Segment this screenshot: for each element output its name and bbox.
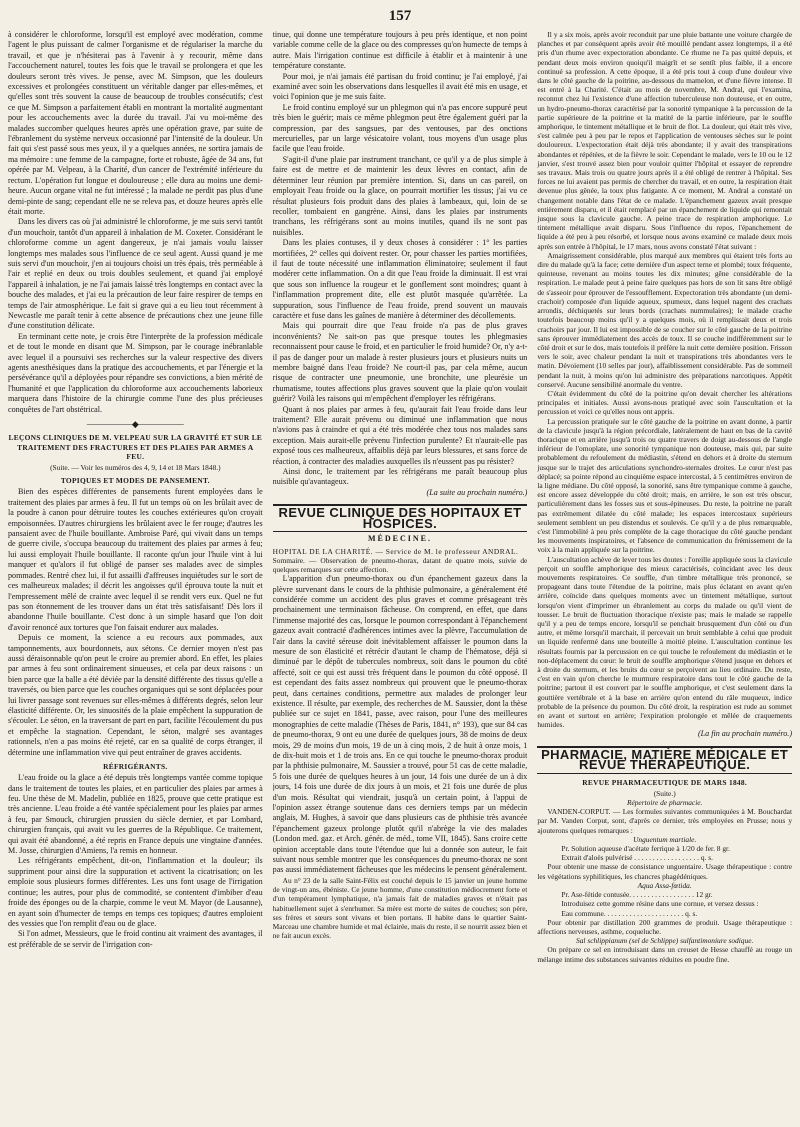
paragraph: L'apparition d'un pneumo-thorax ou d'un épanchement gazeux dans la plèvre survenant dans le cours de la phthisie pulmonaire, a généralement été considérée comme un accident des plus graves et comme présageant très prochainement une terminaison fâcheuse. On comprend, en effet, que dans l'immense majorité des cas, lorsque le poumon correspondant à l'épanchement gazeux avait contracté d'adhérences intimes avec la plèvre, l'accumulation de l'air dans la cavité séreuse doit inévitablement affaisser le poumon dans la mesure de son élasticité et rétrécir d'autant le champ de l'hématose, déjà si diminué par le dépôt de tubercules nombreux, soit dans le poumon du côté affecté, soit ce qui est aussi très fréquent dans le poumon du côté opposé. Il est cependant des faits assez nombreux qui prouvent que le pneumo-thorax peut, dans certaines conditions, permettre aux malades de prolonger leur existence. Il résulte, par exemple, des recherches de M. Saussier, dont la thèse publiée sur ce sujet en 1841, passe, avec raison, pour l'une des meilleures monographies de cette maladie (Thèses de Paris, 1841, n° 193), que sur 84 cas de pneumo-thorax, 9 ont eu une durée de quelques jours, 38 de moins de deux mois, 29 de moins d'un mois, 19 de un à cinq mois, 2 de huit à onze mois, 1 de dix-huit mois et 1 de trois ans. En ce qui touche le pneumo-thorax produit par la phthisie pulmonaire, M. Saussier a trouvé, pour 51 cas de cette maladie, 5 fois une durée de quelques heures à un jour, 14 fois une durée de un à dix jours, 14 fois une durée de dix jours à un mois, et 21 fois une durée de plus d'un mois. Résultat qui viendrait, jusqu'à un certain point, à l'appui de l'opinion assez étrange soutenue dans ces derniers temps par un médecin anglais, M. Hughes, à savoir que dans plusieurs cas de phthisie très avancée l'épanchement gazeux prolonge plutôt qu'il n'abrège la vie des malades (London med. gaz. et Arch. génér. de méd., tome VII, 1845). Sans croire cette opinion acceptable dans toute l'étendue que lui a donnée son auteur, le fait suivant nous semble montrer que les conséquences du pneumo-thorax ne sont pas aussi immédiatement fâcheuses que les médecins le pensent généralement. — [272, 574, 528, 875]
repertoire-heading: Répertoire de pharmacie. — [626, 798, 703, 808]
paragraph: On prépare ce sel en introduisant dans un creuset de Hesse chauffé au rouge un mélange intime des substances suivantes réduites en poudre fine. — [537, 945, 793, 964]
paragraph: Les réfrigérants empêchent, dit-on, l'inflammation et la douleur; ils suppriment pour ainsi dire la suppuration et activent la cicatrisation; on les emploie sous plusieurs formes différentes. Les uns font usage de l'irrigation continue; les autres, pour plus de commodité, se contentent d'imbiber d'eau froide des éponges ou de la charpie, comme le veut M. Mayor (de Lausanne), en ayant soin d'humecter de temps en temps ces topiques; d'autres emploient des vessies que l'on remplit d'eau ou de glace. — [8, 856, 263, 928]
lecture-suite: (Suite. — Voir les numéros des 4, 9, 14 et 18 Mars 1848.) — [50, 463, 221, 473]
paragraph: Amaigrissement considérable, plus marqué aux membres qui étaient très forts au dire du malade qu'à la face; cette dernière d'un aspect terne et plombé; toux fréquente, quinteuse, revenant au moins toutes les dix minutes; gêne considérable de la respiration. Le malade peut à peine faire quelques pas hors de son lit sans être obligé de s'asseoir pour éprouver de l'essoufflement. Expectoration très abondante (un demi-crachoir) composée d'un liquide aqueux, spumeux, dans lequel nagent des crachats arrondis, déchiquetés sur leurs bords (crachats nummulaires); le malade crache toutefois beaucoup moins qu'il y a quelques mois, où il remplissait deux et trois crachoirs par jour. Il lui est impossible de se coucher sur le côté gauche de la poitrine sans éprouver immédiatement des accès de toux. Il se couche indifféremment sur le côté droit et sur le dos, mais toutefois il préfère la nuit cette dernière position. Frisson vers le soir, avec chaleur pendant la nuit et transpirations très abondantes vers le matin. Dévoiement (10 selles par jour), affaiblissement considérable. Pas de sommeil pendant la nuit, à moins qu'on lui administre des préparations narcotiques. Appétit conservé. Aucune sensibilité anormale du ventre. — [537, 250, 793, 389]
paragraph: Le froid continu employé sur un phlegmon qui n'a pas encore suppuré peut très bien le guérir; mais ce même phlegmon peut être également guéri par la compression, par des sangsues, par des ventouses, par des onctions mercurielles, par un large vésicatoire volant, tous moyens d'un usage plus facile que l'eau froide. — [272, 102, 528, 154]
paragraph: L'auscultation achève de lever tous les doutes : l'oreille appliquée sous la clavicule perçoit un souffle amphorique des mieux caractérisés, coïncidant avec les deux mouvements respiratoires. Ce souffle, d'un timbre métallique très prononcé, se propageant dans toute l'étendue de la poitrine, mais plus éclatant en avant qu'en arrière, coïncide dans quelques moments avec un tintement métallique, surtout lorsqu'on vient d'imprimer un ébranlement au corps du malade ou qu'il vient de tousser. Le bruit de fluctuation thoracique n'existe pas; mais le malade se rappelle qu'il y a peu de temps encore, lorsqu'il se penchait brusquement d'un côté ou d'un autre, et même lorsqu'il marchait, il percevait un bruit semblable à celui que produit un liquide renfermé dans une bouteille à moitié pleine. L'auscultation continue les résultats fournis par la percussion en ce qui touche le refoulement du médiastin et le non-déplacement du cœur: le bruit de souffle amphorique s'étend jusque en dehors et à droite du sternum, et les bruits du cœur se perçoivent au lieu ordinaire. Du reste, c'est en vain qu'on cherche le murmure respiratoire dans tout le côté gauche de la poitrine; partout il est couvert par le souffle amphorique, et c'est seulement dans la gouttière vertébrale et à la base en arrière qu'on entend du râle muqueux, indice probable de la présence du poumon. Du côté droit, la respiration est rude au sommet en avant et surtout en arrière; l'expiration prolongée et mêlée de craquements humides. — [537, 554, 793, 730]
paragraph: Pour obtenir une masse de consistance unguentaire. Usage thérapeutique : contre les végétations syphilitiques, les chancres phagédéniques. — [537, 862, 793, 881]
formula-title: Aqua Assa-fœtida. — [637, 880, 692, 890]
paragraph: S'agit-il d'une plaie par instrument tranchant, ce qu'il y a de plus simple à faire est de mettre et de maintenir les deux lèvres en contact, afin de déterminer leur réunion par première intention. Si, dans un cas pareil, on employait l'eau froide ou la glace, on pourrait mortifier les tissus; j'ai vu ce résultat plusieurs fois produit dans des plaies à lambeaux, qui, loin de se recoller, tombaient en gangrène. Ainsi, dans les plaies par instruments tranchans, les réfrigérans sont au moins inutiles, quand ils ne sont pas nuisibles. — [272, 154, 528, 237]
continued-note: (La fin au prochain numéro.) — [697, 729, 793, 739]
pharmacy-suite: (Suite.) — [653, 788, 676, 798]
column-2 — [273, 30, 528, 1121]
paragraph: Ainsi donc, le traitement par les réfrigérans me paraît beaucoup plus nuisible qu'avantageux. — [272, 467, 528, 487]
formula-line: Pr. Ase-fétide contusée. . . . . . . . . . . . . . . . . . 12 gr. — [561, 890, 713, 900]
column-1 — [8, 30, 263, 1121]
paragraph: Bien des espèces différentes de pansements furent employées dans le traitement des plaies par armes à feu. Il fut un temps où on les brûlait avec de la poudre à canon pour détruire toutes les couches extérieures qu'on croyait empoisonnées. D'autres chirurgiens les brûlaient avec le fer rouge; d'autres les pansaient avec de l'huile bouillante. Ambroise Paré, qui vivait dans un temps de guerre civile, s'occupa beaucoup du traitement des plaies par armes à feu; lui aussi employait l'huile bouillante. Il raconte qu'un jour l'huile vint à lui manquer et qu'alors il fut obligé de panser ses malades avec de simples pommades. Rentré chez lui, il fut assailli d'affreuses inquiétudes sur le sort de ces malheureux malades; il décrit les angoisses qu'il éprouva toute la nuit et l'empressement mêlé de crainte avec lequel il se rendit vers eux. Quel ne fut pas son étonnement de les trouver dans un état très satisfaisant! Dès lors il abandonne l'huile bouillante. C'est donc à un simple hasard que l'on doit d'avoir renoncé aux tortures que l'on faisait endurer aux malades. — [8, 487, 263, 632]
paragraph: L'eau froide ou la glace a été depuis très longtemps vantée comme topique dans le traitement de toutes les plaies, et en particulier des plaies par armes à feu. Une thèse de M. Madelin, publiée en 1825, prouve que cette pratique est très ancienne. L'eau froide a été vantée spécialement pour les plaies par armes à feu, par Smouck, chirurgien prussien du siècle dernier, et par Lombard, chirurgien français, qui avait vu les guerres de la République. Ce traitement, qui avait été abandonné, a été repris en France depuis une vingtaine d'années. M. Josse, chirurgien d'Amiens, l'a remis en honneur. — [8, 773, 263, 856]
paragraph: Au n° 23 de la salle Saint-Félix est couché depuis le 15 janvier un jeune homme de vingt-un ans, ébéniste. Ce jeune homme, d'une constitution médiocrement forte et d'un tempérament lymphatique, n'a jamais fait de maladies graves et n'était pas habituellement sujet à s'enrhumer. Sa mère est morte de suites de couches; son père, ses frères et sœurs sont vivans et bien portans. Il habite dans le quartier Saint-Marceau une chambre humide et mal éclairée, mais du reste, il se nourrit assez bien et ne fait aucun excès. — [272, 875, 528, 941]
paragraph: C'était évidemment du côté de la poitrine qu'on devait chercher les altérations principales et initiales. Aussi avons-nous pratiqué avec soin l'auscultation et la percussion et voici ce qu'elles nous ont appris. — [537, 388, 793, 417]
paragraph: Dans les plaies contuses, il y deux choses à considérer : 1° les parties mortifiées, 2° celles qui doivent rester. Or, pour chasser les parties mortifiées, il faut de toute nécessité une inflammation éliminatoire; seulement il faut modérer cette inflammation. On a dit que l'eau froide la diminuait. Il est vrai que sous son influence la rougeur et le gonflement sont moindres; quant à l'inflammation proprement dite, elle est plutôt masquée qu'arrêtée. La suppuration, sous l'influence de l'eau froide, prend souvent un mauvais caractère et fuse dans les gaînes de manière à déterminer des décollements. — [272, 238, 528, 320]
paragraph: Mais qui pourrait dire que l'eau froide n'a pas de plus graves inconvénients? Ne sait-on pas que presque toutes les phlegmasies reconnaissent pour cause le froid, et en particulier le froid humide? Or, n'y a-t-il pas de danger pour un malade à rester plusieurs jours et plusieurs nuits un membre baigné dans l'eau froide? Ne court-il pas, par cela même, aucun risque de contracter une pneumonie, une bronchite, une pleurésie un rhumatisme, toutes affections plus graves souvent que la plaie qu'on voulait guérir? Voilà les raisons qui m'empêchent d'employer les réfrigérans. — [272, 321, 528, 404]
ornament-divider: —————◆————— — [86, 419, 184, 430]
paragraph: tinue, qui donne une température toujours à peu près identique, et non point variable comme celle de la glace ou des compresses qu'on humecte de temps à autre. Mais l'irrigation continue est difficile à établir et à maintenir à une température constante. — [272, 30, 528, 71]
paragraph: Depuis ce moment, la science a eu recours aux pommades, aux tamponnements, aux bourdonnets, aux sétons. Ce dernier moyen n'est pas aussi déraisonnable qu'on peut le croire au premier abord. En effet, les plaies par armes à feu sont ordinairement sinueuses, et cela par deux raisons : un bien parce que la balle a été déviée par la densité différente des tissus qu'elle a traversés, ou bien parce que les couches organiques qui se sont déplacées pour lui livrer passage sont revenues sur elles-mêmes à différents degrés, selon leur élasticité différente. Or, les sinuosités de la plaie empêchent la suppuration de s'écouler. Le séton, en la traversant de part en part, facilite l'écoulement du pus et empêche la stagnation. Cependant, le séton, malgré ses avantages rationnels, n'en a pas moins été rejeté, car en sa qualité de corps étranger, il détermine une inflammation vive qui peut entraîner de graves accidents. — [8, 633, 263, 757]
review-title: REVUE CLINIQUE DES HOPITAUX ET HOSPICES. — [273, 504, 528, 532]
paragraph: En terminant cette note, je crois être l'interprète de la profession médicale et de tout le monde en disant que M. Simpson, par le courage inébranlable avec lequel il a poursuivi ses recherches sur la valeur respective des divers agents anesthésiques dans la pratique des accouchements, et par l'énergie et la persévérance qu'il a déployées pour répandre ses convictions, a bien mérité de l'humanité et que l'application du chloroforme aux accouchements laborieux marquera dans l'histoire de la chirurgie comme l'une des plus précieuses conquêtes de l'art obstétrical. — [8, 331, 263, 414]
formula-line: Eau commune. . . . . . . . . . . . . . . . . . . . . . q. s. — [561, 908, 698, 918]
refrigerants-heading: RÉFRIGÉRANTS. — [103, 762, 168, 772]
continued-note: (La suite au prochain numéro.) — [426, 487, 528, 497]
formula-title: Sal schlippianum (sel de Schlippe) sulfantimoniure sodique. — [576, 936, 754, 946]
sommaire: Sommaire. — Observation de pneumo-thorax, datant de quatre mois, suivie de quelques remarques sur cette affection. — [272, 555, 528, 574]
lecture-title: LEÇONS CLINIQUES DE M. VELPEAU SUR LA GRAVITÉ ET SUR LE TRAITEMENT DES FRACTURES ET DES PLAIES PAR ARMES A FEU. — [8, 433, 263, 461]
topics-heading: TOPIQUES ET MODES DE PANSEMENT. — [60, 476, 210, 486]
hospital-line: HOPITAL DE LA CHARITÉ. — Service de M. le professeur ANDRAL. — [272, 546, 519, 556]
formula-line: Pr. Solution aqueuse d'acétate ferrique à 1/20 de fer. 8 gr. — [561, 844, 730, 854]
paragraph: à considérer le chloroforme, lorsqu'il est employé avec modération, comme l'agent le plus puissant de calmer l'organisme et de régulariser la marche du travail, et que je n'hésiterai pas à l'avenir à y recourir, même dans l'accouchement naturel, toutes les fois que le travail se prolongera et que les douleurs seront très vives. Je pense, avec M. Simpson, que les douleurs excessives et prolongées constituent un véritable danger par elles-mêmes, et qu'elles sont très souvent la cause de beaucoup de troubles consécutifs; c'est ce que M. Simpson a parfaitement établi en montrant la mortalité augmentant pour les accouchements avec la durée du travail. J'ai vu moi-même des malades succomber quelques heures après une opération grave, par suite de l'ébranlement du système nerveux occasionné par l'intensité de la douleur. Un fait qui s'est passé sous mes yeux, il y a quelques années, ne sortira jamais de ma mémoire : une femme de la campagne, forte et robuste, âgée de 34 ans, fut opérée par M. Velpeau, à la Charité, d'un cancer de l'extrémité inférieure du rectum. L'opération fut longue et douloureuse ; elle dura au moins une demi-heure. Aucun organe vital ne fut intéressé ; la malade ne perdit pas plus d'une demi-pinte de sang; cependant elle ne se releva pas, et douze heures après elle était morte. — [8, 30, 263, 216]
paragraph: Si l'on admet, Messieurs, que le froid continu ait vraiment des avantages, il est préférable de se servir de l'irrigation con- — [8, 929, 263, 949]
column-3 — [537, 30, 792, 1121]
formula-line: Introduisez cette gomme résine dans une cornue, et versez dessus : — [561, 899, 759, 909]
formula-title: Unguentum martiale. — [633, 834, 697, 844]
paragraph: La percussion pratiquée sur le côté gauche de la poitrine en avant donne, à partir de la clavicule jusqu'à la région précordiale, latéralement de haut en bas de la cavité thoracique et en arrière jusqu'à trois ou quatre travers de doigt au-dessous de l'angle inférieur de l'omoplate, une sonorité tympanique non douteuse, mais qui, par suite probablement du refoulement du médiastin, s'étend en dehors et à droite du sternum jusque sur le trajet des articulations synchondro-sternales droites. Le cœur n'est pas déplacé; sa pointe répond au cinquième espace intercostal, à 5 centimètres environ de la ligne médiane. Du côté opposé, la sonorité, sans être tympanique comme à gauche, est encore assez développée du côté droit; mais, en arrière, le son est très obscur, particulièrement dans les fosses sus et sous-épineuses. Du reste, la poitrine ne paraît pas extrêmement dilatée du côté malade; les espaces intercostaux supérieurs seulement semblent un peu distendus et soulevés. Ce qu'il y a de plus remarquable, c'est l'immobilité à peu près complète de la cage thoracique du côté gauche pendant les mouvements inspiratoires, et l'absence de communication du frémissement de la voix à la main appliquée sur la poitrine. — [537, 416, 793, 555]
text-columns — [8, 30, 792, 1121]
page-number: 157 — [388, 8, 412, 24]
paragraph: Quant à nos plaies par armes à feu, qu'aurait fait l'eau froide dans leur traitement? Elle aurait prévenu ou diminué une inflammation que nous n'avions pas à craindre et qui a été très modérée chez tous nos malades sans exception. Mais aurait-elle prévenu l'infection purulente? Et n'aurait-elle pas exposé tous ces malheureux, affaiblis déjà par leurs blessures, et sans force de réaction, à contracter des maladies auxquelles ils n'eussent pas pu résister? — [272, 404, 528, 466]
paragraph: VANDEN-CORPUT. — Les formules suivantes communiquées à M. Bouchardat par M. Vanden Corput, sont, d'après ce dernier, très employées en Prusse; nous y ajouterons quelques remarques : — [537, 807, 793, 835]
paragraph: Il y a six mois, après avoir reconduit par une pluie battante une voiture chargée de planches et par conséquent après avoir été mouillé pendant assez longtemps, il a été pris d'un rhume avec expectoration abondante. Ce rhume ne l'a pas quitté depuis, et pendant deux mois environ quoiqu'il maigrît et se sentît plus faible, il a encore continué sa profession. A cette époque, il a été pris tout à coup d'une douleur vive dans le côté gauche de la poitrine, au-dessous du mamelon, et d'une fièvre intense. Il est entré à la Charité. C'était au mois de novembre, M. Andral, qui l'examina, reconnut chez lui l'existence d'une affection tuberculeuse non douteuse, et en outre, un hydro-pneumo-thorax caractérisé par la sonorité tympanique à la percussion de la partie supérieure de la poitrine et la matité de la partie inférieure, par le souffle amphorique, le tintement métallique et le bruit de flot. La douleur, qui était très vive, s'est calmée peu à peu par le repos et l'application de ventouses sèches sur le point douloureux. L'expectoration était déjà très abondante; il y avait des transpirations abondantes et répétées, et de la fièvre le soir. Cependant le malade, vers le 10 ou le 12 janvier, s'est trouvé assez bien pour vouloir quitter l'hôpital et essayer de reprendre ses travaux. Mais trois ou quatre jours après il a été obligé de rentrer à l'hôpital. Ses forces ne lui avaient pas permis de chercher du travail, et en outre, la respiration était devenue plus gênée, la toux plus fatigante. A ce moment, M. Andral a constaté un changement notable dans l'état de ce malade. L'épanchement gazeux avait presque entièrement disparu, et il était remplacé par un épanchement de liquide qui remontait jusque sous la clavicule gauche. A peine trace de respiration amphorique. Le tintement métallique avait disparu. Sous l'influence du repos, l'épanchement de liquide a été peu à peu résorbé, et lorsque nous avons examiné ce malade deux mois après son entrée à l'hôpital, le 17 mars, nous avons constaté l'état suivant : — [537, 30, 793, 251]
paragraph: Pour obtenir par distillation 200 grammes de produit. Usage thérapeutique : affections nerveuses, asthme, coqueluche. — [537, 917, 793, 936]
review-subtitle: MÉDECINE. — [368, 534, 433, 544]
paragraph: Pour moi, je n'ai jamais été partisan du froid continu; je l'ai employé, j'ai examiné avec soin les observations dans lesquelles il avait été mis en usage, et voici l'opinion que je me suis faite. — [272, 71, 528, 102]
pharmacy-subtitle: REVUE PHARMACEUTIQUE DE MARS 1848. — [582, 777, 748, 787]
formula-line: Extrait d'aloès pulvérisé . . . . . . . . . . . . . . . . . . q. s. — [561, 853, 713, 863]
paragraph: Dans les divers cas où j'ai administré le chloroforme, je me suis servi tantôt d'un mouchoir, tantôt d'un appareil à inhalation de M. Coxeter. Considérant le chloroforme comme un agent dangereux, je n'ai jamais voulu laisser longtemps mes malades sous l'influence de ce seul agent. Aussi quand je me suis servi d'un mouchoir, j'en ai toujours choisi un très épais, très perméable à l'air et replié en deux ou trois doubles seulement, et quand j'ai employé l'appareil à inhalation, je ne l'ai jamais laissé très longtemps en contact avec la bouche des malades, et j'ai eu la précaution de leur faire respirer de temps en temps de l'air atmosphérique. Le fait si grave qui a eu lieu tout récemment à Newcastle me paraît tenir à cette absence de précautions chez une jeune fille d'une constitution délicate. — [8, 217, 263, 331]
pharmacy-title: PHARMACIE, MATIÈRE MÉDICALE ET REVUE THÉRAPEUTIQUE. — [537, 746, 792, 774]
